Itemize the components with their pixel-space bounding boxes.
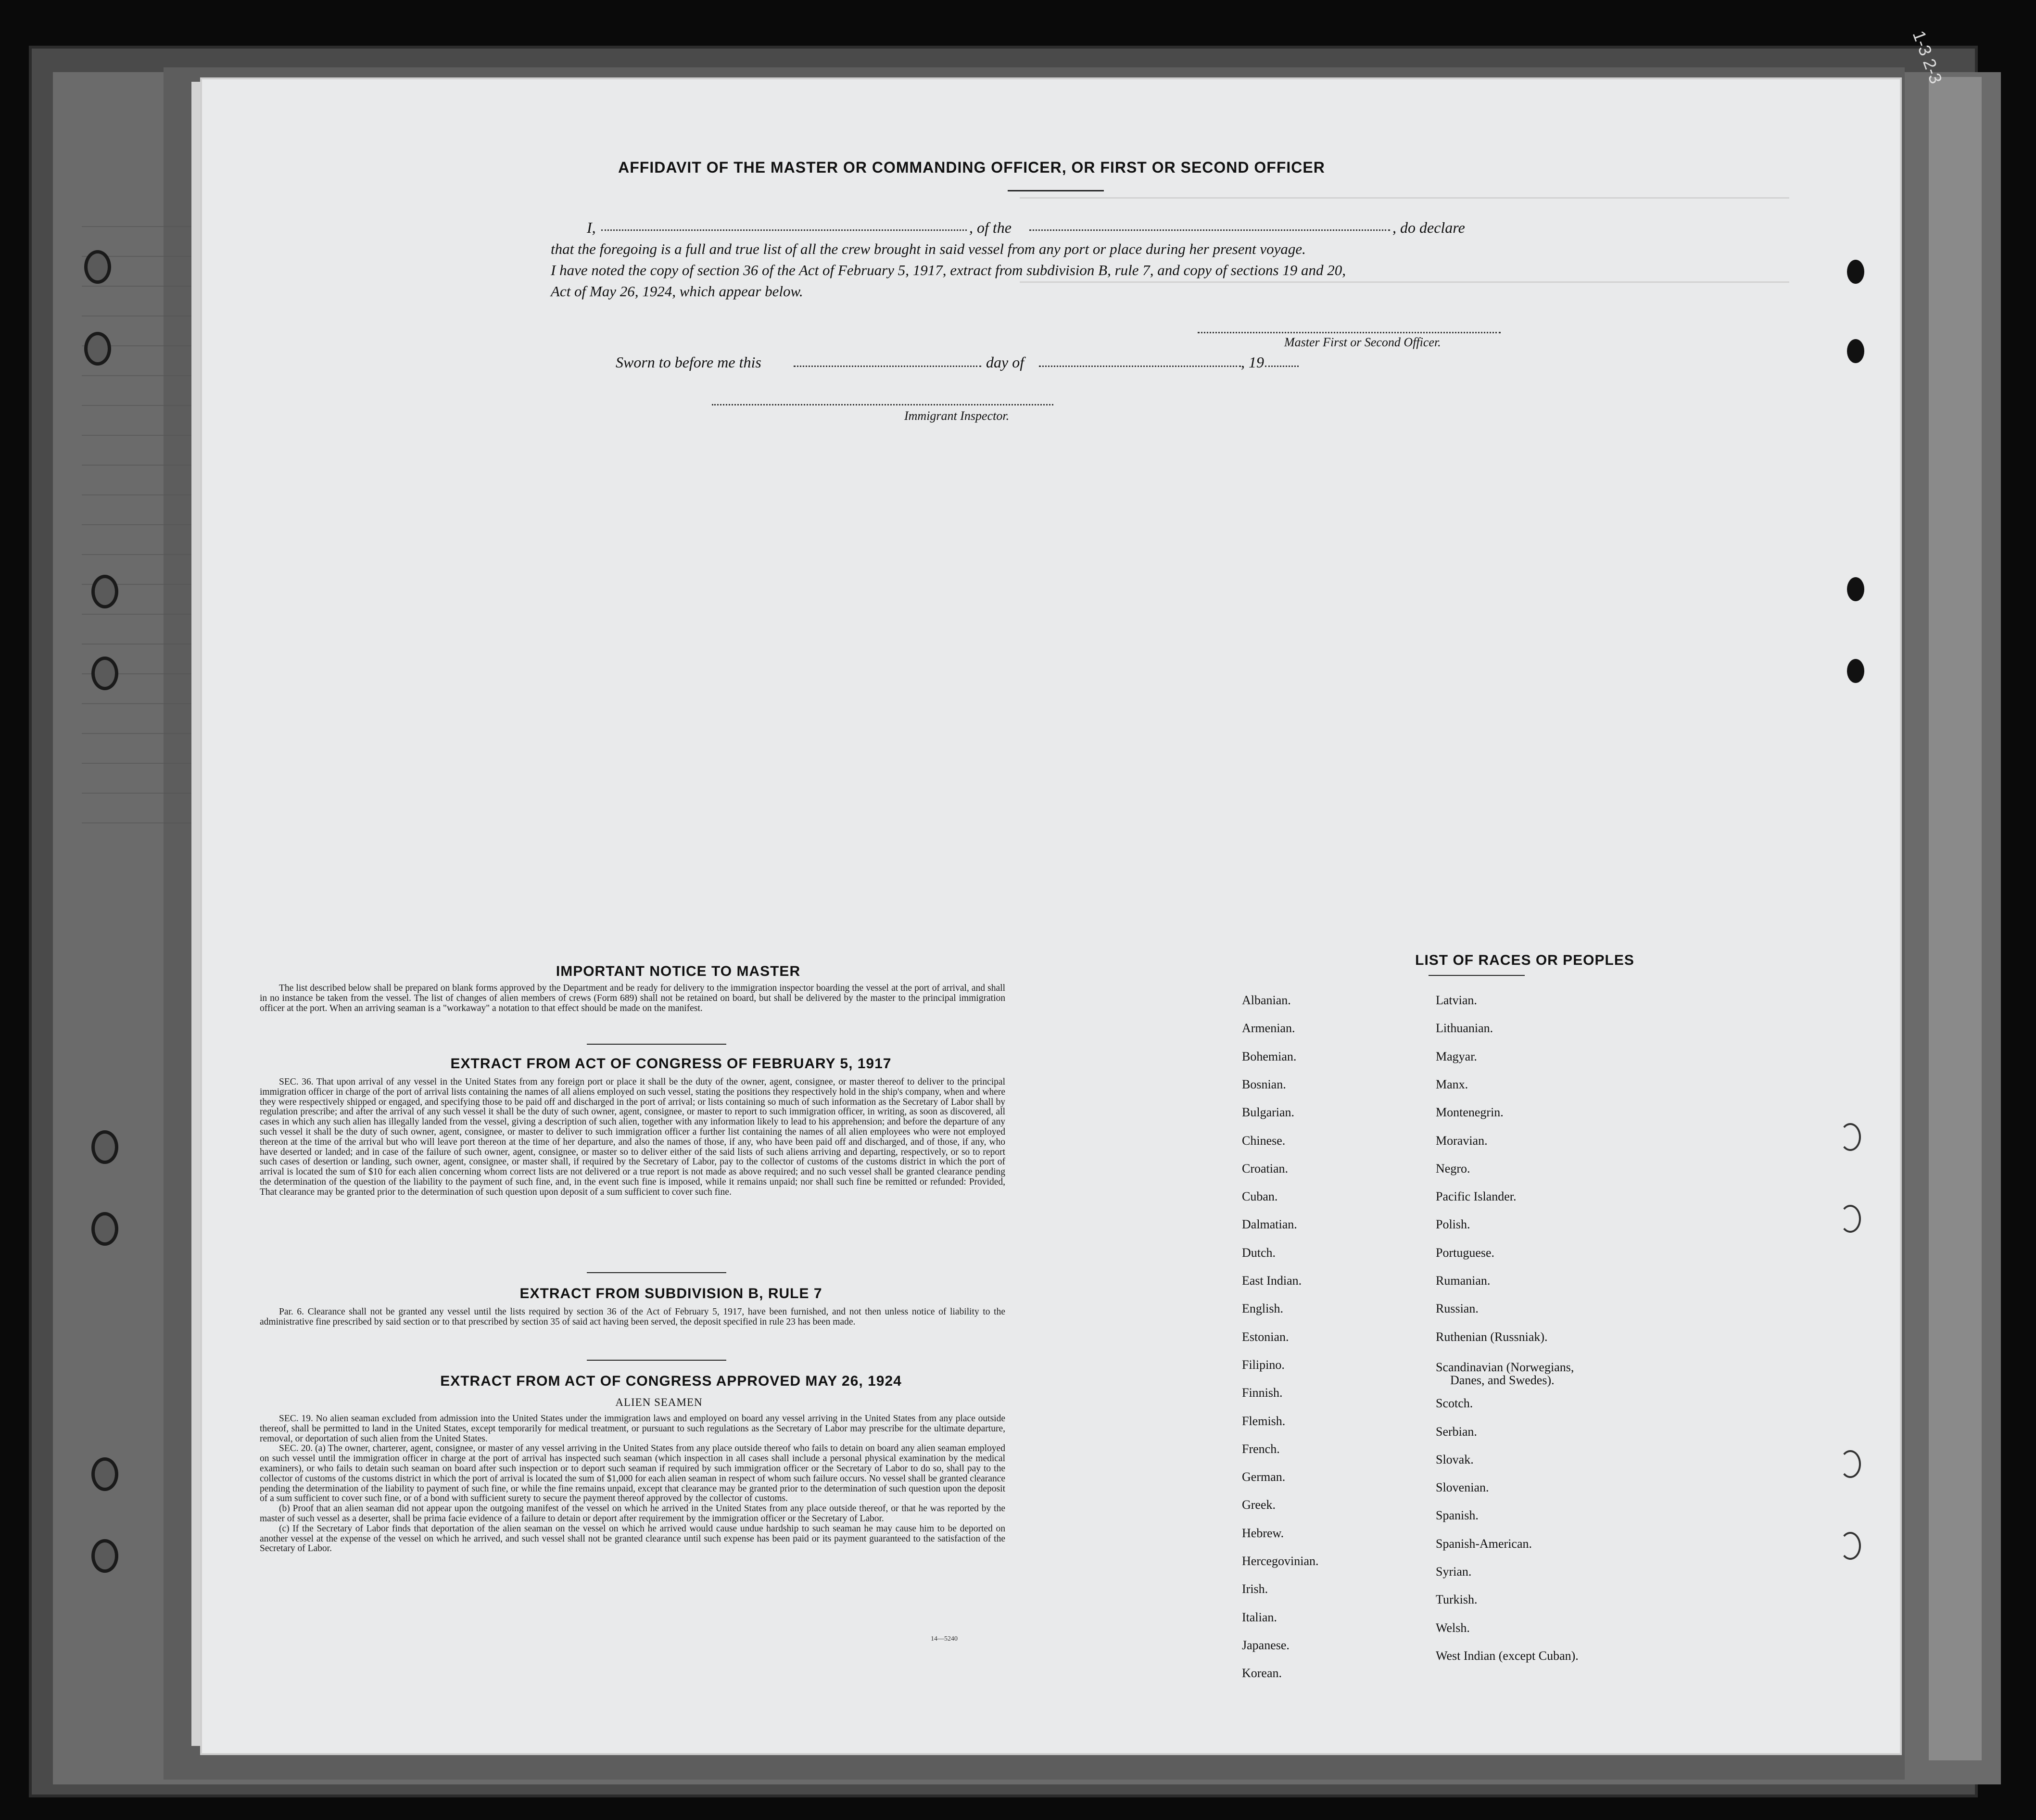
punch-hole-icon xyxy=(1847,659,1864,683)
race-item: Cuban. xyxy=(1242,1189,1278,1204)
race-item: Ruthenian (Russniak). xyxy=(1436,1329,1548,1344)
master-caption: Master First or Second Officer. xyxy=(1284,335,1441,349)
sworn-text: Sworn to before me this xyxy=(616,354,761,371)
punch-hole-icon xyxy=(91,657,118,690)
race-item: Portuguese. xyxy=(1436,1245,1495,1260)
race-item: Moravian. xyxy=(1436,1133,1488,1148)
extract-1917-text xyxy=(260,1077,1005,1198)
punch-hole-icon xyxy=(1840,1205,1861,1233)
extract-1917-title: EXTRACT FROM ACT OF CONGRESS OF FEBRUARY 5, 1917 xyxy=(450,1056,892,1072)
punch-hole-icon xyxy=(84,250,111,284)
race-item: Bosnian. xyxy=(1242,1077,1286,1091)
name-blank xyxy=(601,229,967,231)
race-item: Hercegovinian. xyxy=(1242,1554,1319,1568)
form-number: 14—5240 xyxy=(931,1635,958,1643)
sworn-day-blank xyxy=(794,366,981,367)
races-rule xyxy=(1429,975,1525,976)
race-item: Greek. xyxy=(1242,1498,1276,1512)
race-item: Bulgarian. xyxy=(1242,1105,1295,1120)
race-item: Scandinavian (Norwegians, xyxy=(1436,1360,1574,1374)
race-item: Lithuanian. xyxy=(1436,1021,1493,1036)
alien-seamen-subtitle: ALIEN SEAMEN xyxy=(615,1396,703,1408)
underlying-ledger-lines xyxy=(82,226,197,851)
punch-hole-icon xyxy=(1847,339,1864,363)
punch-hole-icon xyxy=(91,1130,118,1164)
race-item: Estonian. xyxy=(1242,1329,1289,1344)
race-item: French. xyxy=(1242,1441,1280,1456)
race-item: Turkish. xyxy=(1436,1592,1478,1607)
race-item: Finnish. xyxy=(1242,1386,1283,1400)
manifest-sheet xyxy=(202,79,1900,1753)
race-item: East Indian. xyxy=(1242,1274,1302,1288)
race-item: German. xyxy=(1242,1470,1286,1484)
section-rule xyxy=(587,1044,726,1045)
vessel-blank xyxy=(1029,229,1390,231)
rule-7-title: EXTRACT FROM SUBDIVISION B, RULE 7 xyxy=(519,1286,822,1302)
race-item: Armenian. xyxy=(1242,1021,1295,1036)
race-item: Manx. xyxy=(1436,1077,1468,1091)
section-rule xyxy=(587,1360,726,1361)
punch-hole-icon xyxy=(91,1212,118,1246)
punch-hole-icon xyxy=(1840,1450,1861,1478)
section-rule xyxy=(587,1272,726,1273)
sec-20a-paragraph: SEC. 20. (a) The owner, charterer, agent, consignee, or master of any vessel arriving in the United States from any place outside thereof who fails to detain on board any alien seaman employed on such vessel until the immigration officer in charge at the port of arrival has inspected such seaman (which inspection in all cases shall include a personal physical examination by the medical examiners), or who fails to detain such seaman on board after such inspection or to deport such seaman if required by such immigration officer or the Secretary of Labor to do so, shall pay to the collector of customs of the customs district in which the port of arrival is located the sum of $1,000 for each alien seaman in respect of whom such failure occurs. No vessel shall be granted clearance pending the determination of the liability to payment of such fine, or while the fine remains unpaid, except that clearance may be granted prior to the determination of such question upon the deposit of a sum sufficient to cover such fine, or of a bond with sufficient surety to secure the payment thereof approved by the collector of customs. xyxy=(260,1443,1005,1504)
race-item: Bohemian. xyxy=(1242,1049,1297,1063)
race-item: Dutch. xyxy=(1242,1245,1276,1260)
day-of-text: day of xyxy=(986,354,1024,371)
affidavit-i: I, xyxy=(587,219,596,236)
margin-handwritten-note: 1-3 2-3 xyxy=(1909,28,1947,87)
notice-paragraph: The list described below shall be prepared on blank forms approved by the Department and be ready for delivery to the immigration inspector boarding the vessel at the port of arrival, and shall in no instance be taken from the vessel. The list of changes of alien members of crews (Form 689) shall not be retained on board, but shall be delivered by the master to the principal immigration officer at the port. When an arriving seaman is a "workaway" a notation to that effect should be made on the manifest. xyxy=(260,983,1005,1013)
race-item: English. xyxy=(1242,1302,1283,1316)
race-item: Montenegrin. xyxy=(1436,1105,1504,1120)
notice-text xyxy=(260,984,1005,1013)
race-item: Syrian. xyxy=(1436,1565,1472,1579)
rule-7-text xyxy=(260,1307,1005,1327)
affidavit-title: AFFIDAVIT OF THE MASTER OR COMMANDING OFFICER, OR FIRST OR SECOND OFFICER xyxy=(618,159,1325,176)
race-item: Korean. xyxy=(1242,1666,1282,1681)
punch-hole-icon xyxy=(91,575,118,608)
notice-title: IMPORTANT NOTICE TO MASTER xyxy=(556,963,801,979)
race-item: Chinese. xyxy=(1242,1133,1286,1148)
race-item: Flemish. xyxy=(1242,1414,1286,1428)
sec-20c-paragraph: (c) If the Secretary of Labor finds that deportation of the alien seaman on the vessel on which he arrived would cause undue hardship to such seaman he may cause him to be deported on another vessel at the expense of the vessel on which he arrived, and such vessel shall not be granted clearance until such expense has been paid or its payment guaranteed to the satisfaction of the Secretary of Labor. xyxy=(260,1523,1005,1554)
extract-1924-text xyxy=(260,1414,1005,1554)
punch-hole-icon xyxy=(84,332,111,366)
page-stack-right-edge xyxy=(1929,77,1982,1760)
affidavit-of-the: , of the xyxy=(969,219,1012,236)
year-text: , 19 xyxy=(1241,354,1264,371)
affidavit-line3: I have noted the copy of section 36 of the Act of February 5, 1917, extract from subdivision B, rule 7, and copy of sections 19 and 20, xyxy=(551,262,1346,278)
race-item: Pacific Islander. xyxy=(1436,1189,1517,1204)
race-item: Scotch. xyxy=(1436,1396,1473,1411)
punch-hole-icon xyxy=(1840,1532,1861,1560)
race-item: West Indian (except Cuban). xyxy=(1436,1648,1579,1663)
race-item: Negro. xyxy=(1436,1161,1470,1175)
race-item: Spanish-American. xyxy=(1436,1536,1532,1551)
affidavit-line4: Act of May 26, 1924, which appear below. xyxy=(551,283,803,300)
race-item: Dalmatian. xyxy=(1242,1217,1297,1232)
race-item: Welsh. xyxy=(1436,1620,1470,1635)
year-blank xyxy=(1265,366,1299,367)
race-item: Hebrew. xyxy=(1242,1526,1284,1540)
par-6-paragraph: Par. 6. Clearance shall not be granted any vessel until the lists required by section 36 of the Act of February 5, 1917, have been furnished, and not then unless notice of liability to the administrative fine prescribed by said section or to that prescribed by section 35 of said act having been served, the deposit specified in rule 23 has been made. xyxy=(260,1307,1005,1327)
race-item: Italian. xyxy=(1242,1610,1277,1624)
sworn-month-blank xyxy=(1039,366,1241,367)
race-item: Irish. xyxy=(1242,1582,1268,1596)
show-through-line xyxy=(1020,281,1789,283)
punch-hole-icon xyxy=(91,1457,118,1491)
sheet-edge xyxy=(191,82,202,1746)
sec-19-paragraph: SEC. 19. No alien seaman excluded from admission into the United States under the immigration laws and employed on board any vessel arriving in the United States from any place outside thereof, shall be permitted to land in the United States, except temporarily for medical treatment, or pursuant to such regulations as the Secretary of Labor may prescribe for the ultimate departure, removal, or deportation of such alien from the United States. xyxy=(260,1414,1005,1444)
sec-20b-paragraph: (b) Proof that an alien seaman did not appear upon the outgoing manifest of the vessel on which he arrived in the United States from any place outside thereof, or that he was reported by the master of such vessel as a deserter, shall be prima facie evidence of a failure to detain or deport after requirement by the immigration officer or the Secretary of Labor. xyxy=(260,1504,1005,1524)
race-item: Danes, and Swedes). xyxy=(1450,1373,1555,1387)
race-item: Rumanian. xyxy=(1436,1274,1491,1288)
race-item: Magyar. xyxy=(1436,1049,1477,1063)
race-item: Croatian. xyxy=(1242,1161,1289,1175)
affidavit-line2: that the foregoing is a full and true list of all the crew brought in said vessel from any port or place during her present voyage. xyxy=(551,240,1306,257)
race-item: Latvian. xyxy=(1436,993,1477,1007)
punch-hole-icon xyxy=(1847,577,1864,601)
race-item: Spanish. xyxy=(1436,1508,1479,1523)
inspector-signature-blank xyxy=(712,404,1053,405)
affidavit-declare: , do declare xyxy=(1392,219,1465,236)
section-36-paragraph: SEC. 36. That upon arrival of any vessel in the United States from any foreign port or place it shall be the duty of the owner, agent, consignee, or master thereof to deliver to the principal immigration officer in charge of the port of arrival lists containing the names of all aliens employed on such vessel, stating the positions they respectively hold in the ship's company, when and where they were respectively shipped or engaged, and specifying those to be paid off and discharged in the port of arrival; or lists containing so much of such information as the Secretary of Labor shall by regulation prescribe; and after the arrival of any such vessel it shall be the duty of such owner, agent, consignee, or master to report to such immigration officer, in writing, as soon as discovered, all cases in which any such alien has illegally landed from the vessel, giving a description of such alien, together with any information likely to lead to his apprehension; and before the departure of any such vessel it shall be the duty of such owner, agent, consignee, or master to deliver to such immigration officer a further list containing the names of all alien employees who were not employed thereon at the time of the arrival but who will leave port thereon at the time of her departure, and also the names of those, if any, who have been paid off and discharged, and of those, if any, who have deserted or landed; and in case of the failure of such owner, agent, consignee, or master so to deliver either of the said lists of such aliens arriving and departing, respectively, or so to report such cases of desertion or landing, such owner, agent, consignee, or master shall, if required by the Secretary of Labor, pay to the collector of customs of the customs district in which the port of arrival is located the sum of $10 for each alien concerning whom correct lists are not delivered or a true report is not made as above required; and no such vessel shall be granted clearance pending the determination of the question of the liability to the payment of such fine, and, in the event such fine is imposed, while it remains unpaid; nor shall such fine be remitted or refunded: Provided, That clearance may be granted prior to the determination of such question upon deposit of a sum sufficient to cover such fine. xyxy=(260,1077,1005,1197)
extract-1924-title: EXTRACT FROM ACT OF CONGRESS APPROVED MAY 26, 1924 xyxy=(440,1373,902,1389)
race-item: Serbian. xyxy=(1436,1424,1477,1439)
race-item: Russian. xyxy=(1436,1302,1479,1316)
inspector-caption: Immigrant Inspector. xyxy=(904,409,1010,423)
race-item: Japanese. xyxy=(1242,1638,1290,1652)
race-item: Slovenian. xyxy=(1436,1480,1489,1495)
show-through-line xyxy=(1020,197,1789,199)
master-signature-blank xyxy=(1198,332,1501,333)
race-item: Slovak. xyxy=(1436,1452,1474,1466)
title-rule xyxy=(1008,190,1104,191)
punch-hole-icon xyxy=(1847,260,1864,284)
race-item: Filipino. xyxy=(1242,1357,1285,1372)
punch-hole-icon xyxy=(91,1539,118,1573)
punch-hole-icon xyxy=(1840,1123,1861,1151)
race-item: Polish. xyxy=(1436,1217,1470,1232)
race-item: Albanian. xyxy=(1242,993,1291,1007)
races-title: LIST OF RACES OR PEOPLES xyxy=(1415,952,1634,968)
